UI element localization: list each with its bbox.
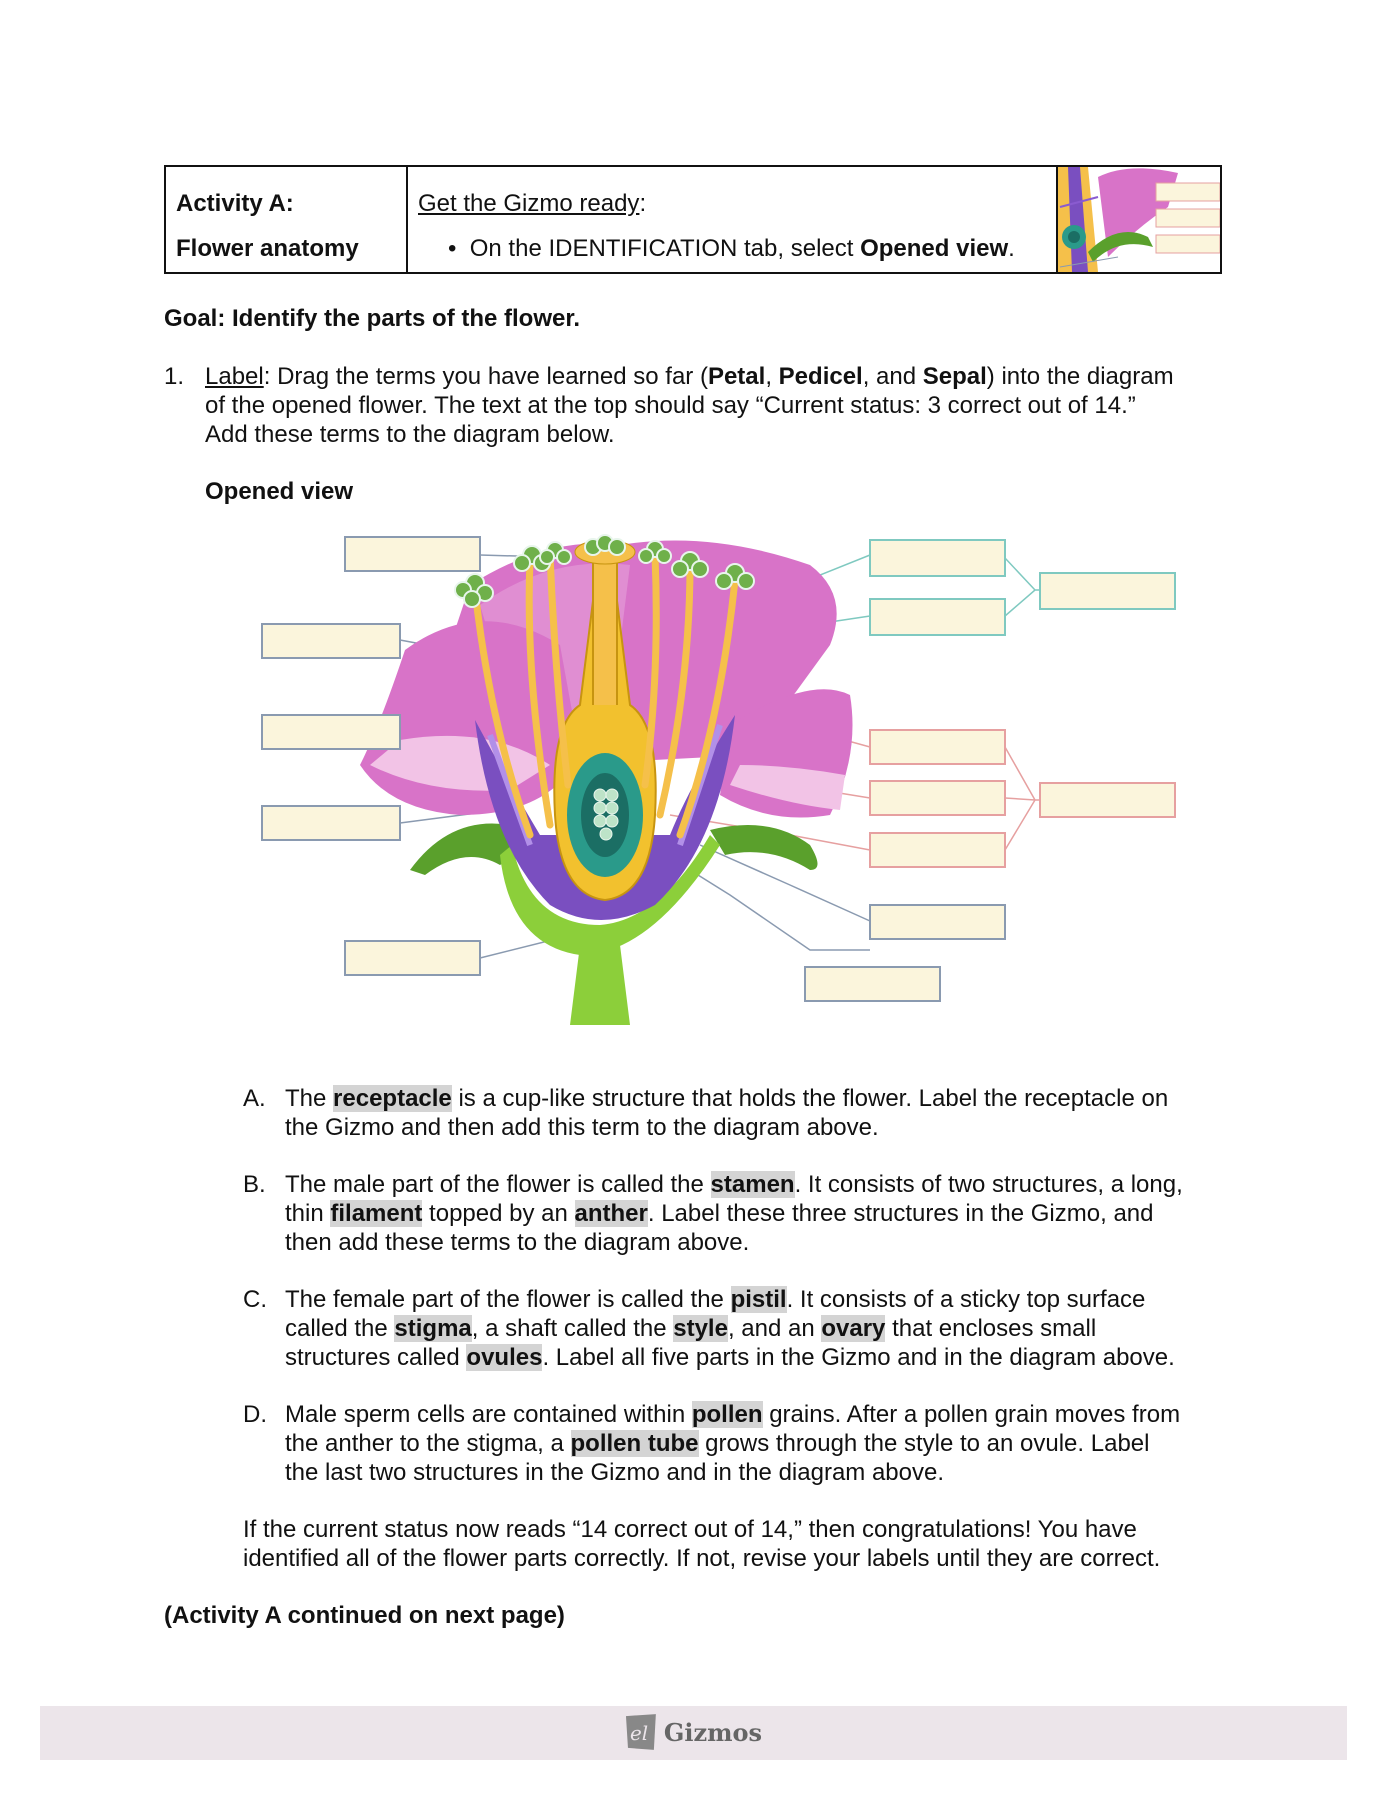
item-d-text2: grains. After a pollen grain moves from [762, 1401, 1181, 1428]
activity-title: Flower anatomy [176, 235, 359, 262]
term-ovary: ovary [821, 1315, 886, 1342]
item-c-marker: C. [243, 1286, 267, 1313]
gizmos-logo-icon [622, 1712, 660, 1752]
q1-text-a: : Drag the terms you have learned so far ( [263, 363, 708, 390]
congrats-line1: If the current status now reads “14 correct out of 14,” then congratulations! You have [243, 1516, 1137, 1543]
item-c-line1 [285, 1285, 1223, 1314]
item-c-text: The female part of the flower is called the [285, 1286, 731, 1313]
item-c-line2 [285, 1314, 1223, 1343]
term-pistil: pistil [730, 1286, 787, 1313]
pedicel [570, 945, 630, 1025]
activity-header-table [164, 165, 1222, 274]
label-box-1[interactable] [345, 537, 480, 571]
congrats-line2: identified all of the flower parts correctly. If not, revise your labels until they are correct. [243, 1545, 1161, 1572]
term-receptacle: receptacle [333, 1085, 452, 1112]
term-pedicel: Pedicel [778, 363, 863, 390]
sepal-right [710, 825, 818, 870]
item-c-text4: , a shaft called the [471, 1315, 674, 1342]
label-box-5[interactable] [345, 941, 480, 975]
item-b-line1 [285, 1170, 1223, 1199]
label-box-2[interactable] [262, 624, 400, 658]
label-box-14[interactable] [1040, 783, 1175, 817]
opened-view-heading: Opened view [205, 478, 354, 505]
flower-diagram-svg [250, 525, 1180, 1030]
term-stamen: stamen [710, 1171, 795, 1198]
gizmo-ready-colon: : [639, 190, 647, 217]
gizmos-logo-mark: el [629, 1721, 649, 1745]
activity-label: Activity A: [176, 190, 294, 217]
gizmo-ready-heading [418, 181, 1046, 226]
q1-sep2: , and [862, 363, 923, 390]
term-pollen: pollen [691, 1401, 763, 1428]
item-a-text2: is a cup-like structure that holds the flower. Label the receptacle on [451, 1085, 1169, 1112]
item-d-text: Male sperm cells are contained within [285, 1401, 692, 1428]
q1-line3: Add these terms to the diagram below. [205, 421, 615, 448]
gizmo-ready-cell [408, 167, 1058, 272]
item-c-line3 [285, 1343, 1223, 1372]
gizmo-instruction [418, 226, 1046, 271]
item-d-line1 [285, 1400, 1223, 1429]
q1-sep1: , [765, 363, 779, 390]
item-d-line2 [285, 1429, 1223, 1458]
item-d-text3: the anther to the stigma, a [285, 1430, 571, 1457]
term-ovules: ovules [466, 1344, 543, 1371]
instruction-bold: Opened view [860, 235, 1009, 262]
activity-title-cell [166, 167, 408, 272]
item-b-line3: then add these terms to the diagram above. [285, 1229, 750, 1256]
label-box-4[interactable] [262, 806, 400, 840]
item-c-text2: . It consists of a sticky top surface [786, 1286, 1146, 1313]
item-b-text2: . It consists of two structures, a long, [794, 1171, 1183, 1198]
term-anther: anther [574, 1200, 648, 1227]
item-b-text: The male part of the flower is called the [285, 1171, 711, 1198]
item-d-line3: the last two structures in the Gizmo and in the diagram above. [285, 1459, 945, 1486]
item-b-marker: B. [243, 1171, 266, 1198]
instruction-end: . [1008, 235, 1015, 262]
term-petal: Petal [707, 363, 766, 390]
term-filament: filament [330, 1200, 423, 1227]
item-d [243, 1400, 1223, 1487]
label-box-12[interactable] [870, 781, 1005, 815]
label-box-10[interactable] [1040, 573, 1175, 609]
gizmos-logo-text: Gizmos [663, 1717, 762, 1747]
flower-diagram [250, 525, 1180, 1030]
q1-line1 [205, 362, 1235, 391]
item-a-marker: A. [243, 1085, 266, 1112]
term-stigma: stigma [394, 1315, 472, 1342]
item-b [243, 1170, 1223, 1257]
item-d-text4: grows through the style to an ovule. Label [698, 1430, 1150, 1457]
item-b-line2 [285, 1199, 1223, 1228]
item-b-text3: thin [285, 1200, 331, 1227]
continued-note: (Activity A continued on next page) [164, 1602, 565, 1629]
item-a [243, 1084, 1223, 1142]
flower-thumbnail [1058, 167, 1220, 272]
q1-number: 1. [164, 363, 185, 390]
gizmo-ready-text: Get the Gizmo ready [418, 190, 640, 217]
item-c-text3: called the [285, 1315, 395, 1342]
label-box-11[interactable] [870, 730, 1005, 764]
sepal-left [410, 823, 513, 875]
q1-label-word: Label [205, 363, 264, 390]
instruction-text: On the IDENTIFICATION tab, select [469, 235, 861, 262]
item-a-line1 [285, 1084, 1223, 1113]
footer-logo [622, 1710, 762, 1754]
item-d-marker: D. [243, 1401, 267, 1428]
goal-heading: Goal: Identify the parts of the flower. [164, 305, 581, 332]
label-box-7[interactable] [805, 967, 940, 1001]
item-b-text5: . Label these three structures in the Gizmo, and [647, 1200, 1154, 1227]
style [593, 555, 617, 705]
label-box-6[interactable] [870, 905, 1005, 939]
item-b-text4: topped by an [422, 1200, 575, 1227]
term-style: style [673, 1315, 728, 1342]
label-box-8[interactable] [870, 540, 1005, 576]
term-pollen-tube: pollen tube [570, 1430, 699, 1457]
term-sepal: Sepal [922, 363, 987, 390]
item-c-text6: that encloses small [885, 1315, 1097, 1342]
label-box-13[interactable] [870, 833, 1005, 867]
item-c-text7: structures called [285, 1344, 467, 1371]
flower-thumbnail-image [1058, 167, 1220, 272]
item-c [243, 1285, 1223, 1372]
item-c-text5: , and an [727, 1315, 822, 1342]
label-box-3[interactable] [262, 715, 400, 749]
bullet-icon: • [448, 235, 457, 262]
q1-line2: of the opened flower. The text at the top should say “Current status: 3 correct out of 14.” [205, 392, 1136, 419]
item-a-text: The [285, 1085, 334, 1112]
q1-text-b: ) into the diagram [986, 363, 1174, 390]
item-a-line2: the Gizmo and then add this term to the diagram above. [285, 1114, 879, 1141]
item-c-text8: . Label all five parts in the Gizmo and in the diagram above. [542, 1344, 1175, 1371]
label-box-9[interactable] [870, 599, 1005, 635]
